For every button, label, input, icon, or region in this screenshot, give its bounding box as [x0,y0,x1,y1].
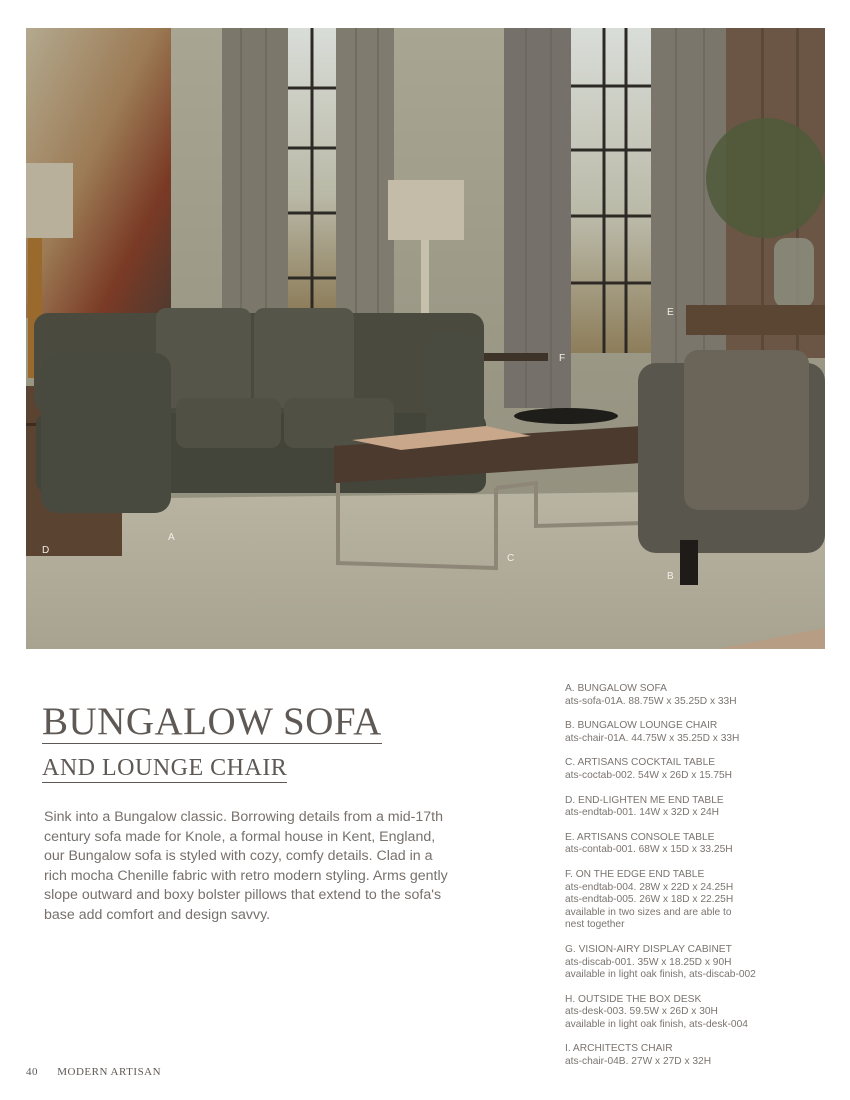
spec-line: available in two sizes and are able to [565,906,732,918]
spec-name: B. BUNGALOW LOUNGE CHAIR [565,720,718,732]
spec-line: ats-chair-04B. 27W x 27D x 32H [565,1056,712,1068]
spec-line: ats-chair-01A. 44.75W x 35.25D x 33H [565,732,740,744]
room-photo [26,28,825,649]
page-title: BUNGALOW SOFA [42,700,382,743]
callout-label: D [42,545,50,556]
spec-list [565,683,835,1081]
spec-item [565,757,835,782]
spec-item [565,720,835,745]
bungalow-lounge-chair [638,350,825,585]
description-text: Sink into a Bungalow classic. Borrowing details from a mid-17th century sofa made for Knole, a formal house in Kent, England, our Bungalow sofa is styled with cozy, comfy details. Clad in a rich mocha Chenille fabric with retro modern styling. Arms gently slope outward and boxy bolster pillows that extend to the sofa's base add comfort and design savvy. [44,809,448,923]
spec-item [565,683,835,708]
spec-line: ats-sofa-01A. 88.75W x 35.25D x 33H [565,695,737,707]
callout-label: E [667,307,675,318]
spec-item [565,795,835,820]
spec-name: H. OUTSIDE THE BOX DESK [565,993,702,1005]
spec-item [565,869,835,932]
spec-name: E. ARTISANS CONSOLE TABLE [565,831,715,843]
callout-label: A [168,532,176,543]
page-number: 40 [26,1066,38,1078]
spec-line: ats-discab-001. 35W x 18.25D x 90H [565,956,732,968]
spec-name: D. END-LIGHTEN ME END TABLE [565,794,724,806]
spec-line: nest together [565,919,625,931]
spec-name: G. VISION-AIRY DISPLAY CABINET [565,943,732,955]
callout-label: F [559,353,566,364]
spec-name: C. ARTISANS COCKTAIL TABLE [565,757,716,769]
spec-line: ats-desk-003. 59.5W x 26D x 30H [565,1006,718,1018]
spec-name: F. ON THE EDGE END TABLE [565,868,705,880]
page-footer [26,1066,161,1078]
spec-line: ats-endtab-001. 14W x 32D x 24H [565,807,720,819]
spec-line: ats-endtab-004. 28W x 22D x 24.25H [565,881,734,893]
spec-line: ats-coctab-002. 54W x 26D x 15.75H [565,769,733,781]
spec-item [565,1043,835,1068]
spec-name: A. BUNGALOW SOFA [565,683,667,694]
spec-line: available in light oak finish, ats-discab-002 [565,969,756,981]
spec-line: ats-contab-001. 68W x 15D x 33.25H [565,844,733,856]
callout-label: C [507,553,515,564]
spec-item [565,944,835,982]
spec-item [565,832,835,857]
product-description [44,808,454,925]
bungalow-sofa [34,308,486,513]
spec-line: available in light oak finish, ats-desk-004 [565,1018,748,1030]
spec-name: I. ARCHITECTS CHAIR [565,1043,673,1055]
room-illustration [26,28,825,649]
spec-item [565,994,835,1032]
spec-line: ats-endtab-005. 26W x 18D x 22.25H [565,894,734,906]
section-name: MODERN ARTISAN [57,1066,162,1078]
page-subtitle: AND LOUNGE CHAIR [42,755,288,781]
callout-label: B [667,571,675,582]
